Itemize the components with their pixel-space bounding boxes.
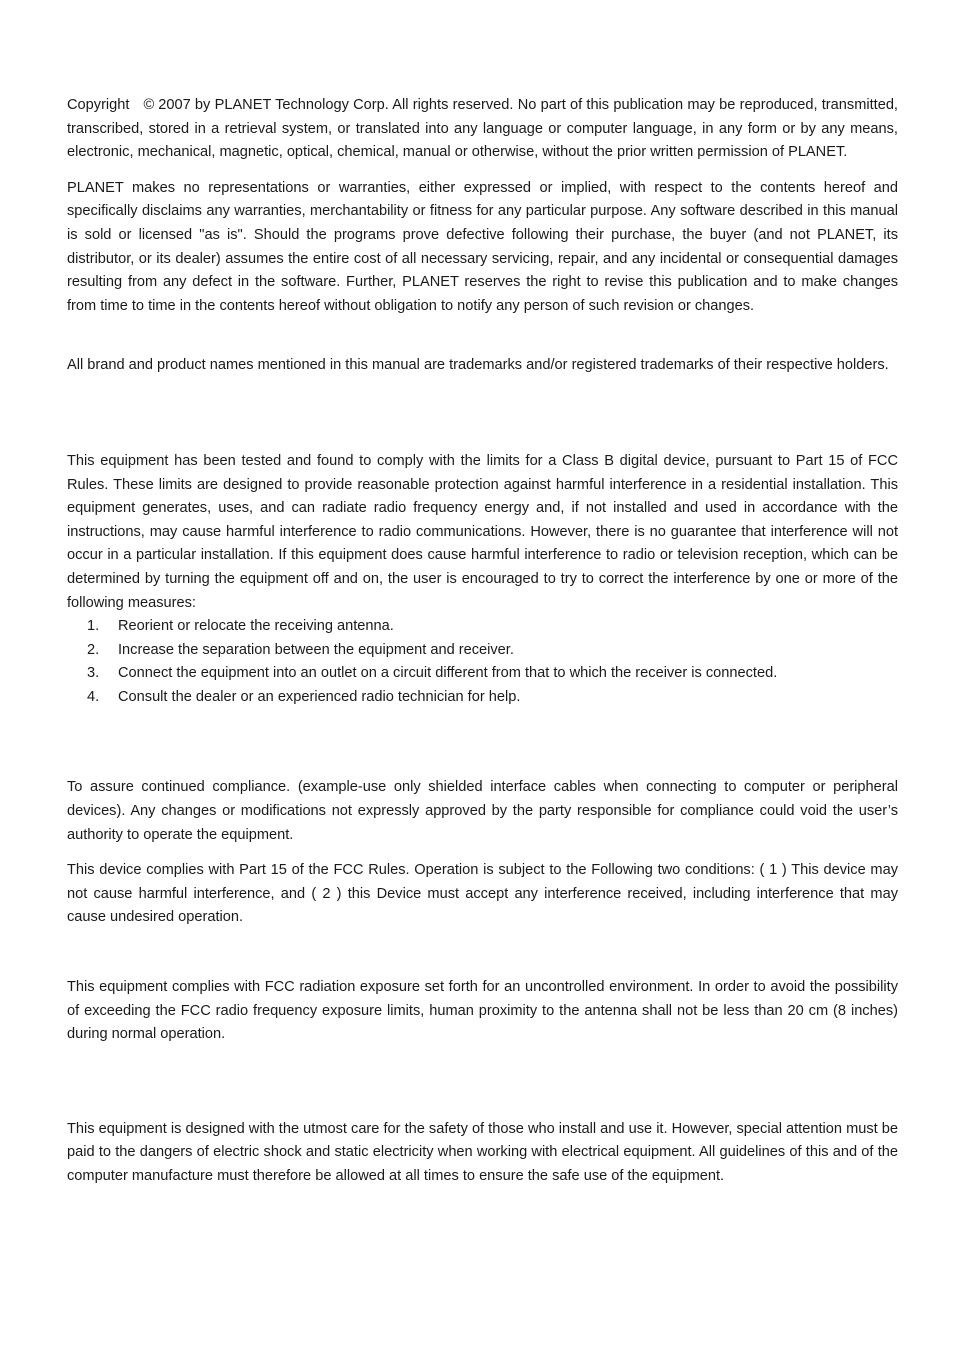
- list-item-text: Consult the dealer or an experienced radio technician for help.: [118, 688, 521, 705]
- part15-paragraph: This device complies with Part 15 of the FCC Rules. Operation is subject to the Following two conditions: ( 1 ) This device may not cause harmful interference, and ( 2 ) this Device must accept any interference received, including interference that may cause undesired operation.: [67, 862, 898, 926]
- list-item-text: Connect the equipment into an outlet on a circuit different from that to which the receiver is connected.: [118, 665, 778, 682]
- document-page: [67, 94, 898, 1189]
- list-item: [67, 615, 898, 639]
- list-item-number: 1.: [87, 618, 100, 635]
- copyright-text: 2007 by PLANET Technology Corp. All rights reserved. No part of this publication may be reproduced, transmitted, transcribed, stored in a retrieval system, or translated into any language or computer language, in any form or by any means, electronic, mechanical, magnetic, optical, chemical, manual or otherwise, without the prior written permission of PLANET.: [67, 97, 898, 161]
- copyright-symbol: ©: [143, 97, 155, 113]
- list-item-number: 4.: [87, 688, 100, 705]
- list-item-number: 2.: [87, 641, 100, 658]
- compliance-paragraph: To assure continued compliance. (example-use only shielded interface cables when connecting to computer or peripheral devices). Any changes or modifications not expressly approved by the party responsible for compliance could void the user’s authority to operate the equipment.: [67, 779, 898, 843]
- radiation-paragraph: This equipment complies with FCC radiation exposure set forth for an uncontrolled environment. In order to avoid the possibility of exceeding the FCC radio frequency exposure limits, human proximity to the antenna shall not be less than 20 cm (8 inches) during normal operation.: [67, 979, 898, 1043]
- fcc-measures-list: [67, 615, 898, 709]
- trademarks-paragraph: All brand and product names mentioned in this manual are trademarks and/or registered trademarks of their respective holders.: [67, 357, 889, 374]
- list-item: [67, 662, 898, 686]
- fcc-intro-paragraph: This equipment has been tested and found to comply with the limits for a Class B digital device, pursuant to Part 15 of FCC Rules. These limits are designed to provide reasonable protection against harmful interference in a residential installation. This equipment generates, uses, and can radiate radio frequency energy and, if not installed and used in accordance with the instructions, may cause harmful interference to radio communications. However, there is no guarantee that interference will not occur in a particular installation. If this equipment does cause harmful interference to radio or television reception, which can be determined by turning the equipment off and on, the user is encouraged to try to correct the interference by one or more of the following measures:: [67, 452, 898, 611]
- list-item-text: Increase the separation between the equipment and receiver.: [118, 641, 514, 658]
- disclaimer-paragraph: PLANET makes no representations or warranties, either expressed or implied, with respect to the contents hereof and specifically disclaims any warranties, merchantability or fitness for any particular purpose. Any software described in this manual is sold or licensed "as is". Should the programs prove defective following their purchase, the buyer (and not PLANET, its distributor, or its dealer) assumes the entire cost of all necessary servicing, repair, and any incidental or consequential damages resulting from any defect in the software. Further, PLANET reserves the right to revise this publication and to make changes from time to time in the contents hereof without obligation to notify any person of such revision or changes.: [67, 179, 898, 314]
- list-item-text: Reorient or relocate the receiving antenna.: [118, 618, 394, 635]
- safety-paragraph: This equipment is designed with the utmost care for the safety of those who install and use it. However, special attention must be paid to the dangers of electric shock and static electricity when working with electrical equipment. All guidelines of this and of the computer manufacture must therefore be allowed at all times to ensure the safe use of the equipment.: [67, 1120, 898, 1184]
- list-item: [67, 686, 898, 710]
- list-item: [67, 639, 898, 663]
- copyright-paragraph: [67, 94, 898, 165]
- copyright-prefix: Copyright: [67, 97, 130, 113]
- list-item-number: 3.: [87, 665, 100, 682]
